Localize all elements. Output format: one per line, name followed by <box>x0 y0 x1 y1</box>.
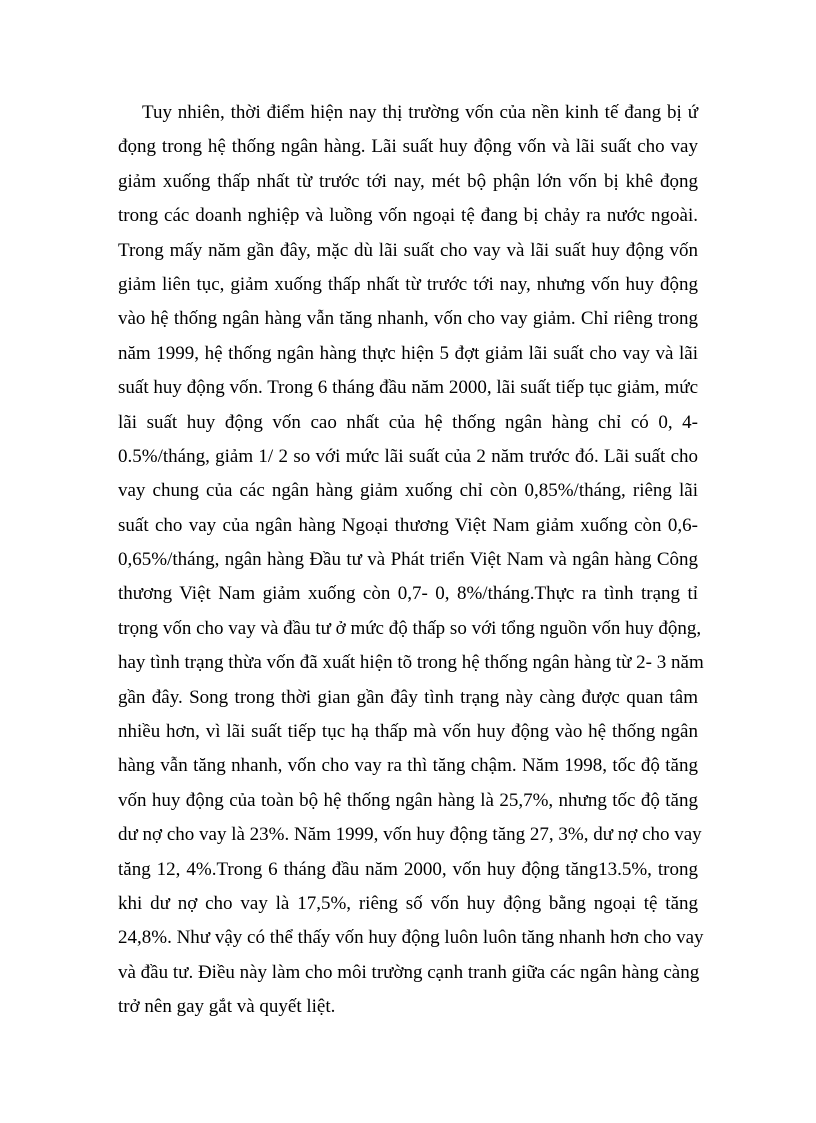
paragraph-line: nhiều hơn, vì lãi suất tiếp tục hạ thấp mà vốn huy động vào hệ thống ngân <box>118 721 698 743</box>
paragraph-line: trọng vốn cho vay và đầu tư ở mức độ thấp so với tổng nguồn vốn huy động, <box>118 617 702 639</box>
paragraph-line: dư nợ cho vay là 23%. Năm 1999, vốn huy động tăng 27, 3%, dư nợ cho vay <box>118 824 702 846</box>
paragraph-line: lãi suất huy động vốn cao nhất của hệ thống ngân hàng chỉ có 0, 4- <box>118 411 698 433</box>
paragraph-line: năm 1999, hệ thống ngân hàng thực hiện 5 đợt giảm lãi suất cho vay và lãi <box>118 342 698 364</box>
paragraph-line: thương Việt Nam giảm xuống còn 0,7- 0, 8%/tháng.Thực ra tình trạng tỉ <box>118 583 698 605</box>
paragraph-line: 0,65%/tháng, ngân hàng Đầu tư và Phát triển Việt Nam và ngân hàng Công <box>118 549 698 571</box>
paragraph-line: vốn huy động của toàn bộ hệ thống ngân hàng là 25,7%, nhưng tốc độ tăng <box>118 789 698 811</box>
paragraph-line: 24,8%. Như vậy có thể thấy vốn huy động luôn luôn tăng nhanh hơn cho vay <box>118 927 704 949</box>
paragraph-line: Tuy nhiên, thời điểm hiện nay thị trường vốn của nền kinh tế đang bị ứ <box>142 102 698 123</box>
paragraph-line: đọng trong hệ thống ngân hàng. Lãi suất huy động vốn và lãi suất cho vay <box>118 136 698 158</box>
paragraph-line: vay chung của các ngân hàng giảm xuống chỉ còn 0,85%/tháng, riêng lãi <box>118 480 698 502</box>
paragraph-line: hay tình trạng thừa vốn đã xuất hiện tõ trong hệ thống ngân hàng từ 2- 3 năm <box>118 652 704 674</box>
paragraph-line: vào hệ thống ngân hàng vẫn tăng nhanh, vốn cho vay giảm. Chỉ riêng trong <box>118 308 698 330</box>
paragraph-line: 0.5%/tháng, giảm 1/ 2 so với mức lãi suất của 2 năm trước đó. Lãi suất cho <box>118 445 698 467</box>
body-paragraph <box>118 96 704 1025</box>
paragraph-line: giảm xuống thấp nhất từ trước tới nay, mét bộ phận lớn vốn bị khê đọng <box>118 170 698 192</box>
paragraph-line: và đầu tư. Điều này làm cho môi trường cạnh tranh giữa các ngân hàng càng <box>118 961 700 983</box>
paragraph-line: suất huy động vốn. Trong 6 tháng đầu năm 2000, lãi suất tiếp tục giảm, mức <box>118 377 698 399</box>
paragraph-line: Trong mấy năm gần đây, mặc dù lãi suất cho vay và lãi suất huy động vốn <box>118 239 698 261</box>
paragraph-line: suất cho vay của ngân hàng Ngoại thương Việt Nam giảm xuống còn 0,6- <box>118 514 698 536</box>
paragraph-line: trở nên gay gắt và quyết liệt. <box>118 996 336 1018</box>
paragraph-line: tăng 12, 4%.Trong 6 tháng đầu năm 2000, vốn huy động tăng13.5%, trong <box>118 858 698 880</box>
paragraph-line: khi dư nợ cho vay là 17,5%, riêng số vốn huy động bằng ngoại tệ tăng <box>118 892 698 914</box>
paragraph-line: gần đây. Song trong thời gian gần đây tình trạng này càng được quan tâm <box>118 686 698 708</box>
paragraph-line: trong các doanh nghiệp và luồng vốn ngoại tệ đang bị chảy ra nước ngoài. <box>118 205 698 227</box>
paragraph-line: giảm liên tục, giảm xuống thấp nhất từ trước tới nay, nhưng vốn huy động <box>118 273 698 295</box>
paragraph-line: hàng vẫn tăng nhanh, vốn cho vay ra thì tăng chậm. Năm 1998, tốc độ tăng <box>118 755 698 777</box>
